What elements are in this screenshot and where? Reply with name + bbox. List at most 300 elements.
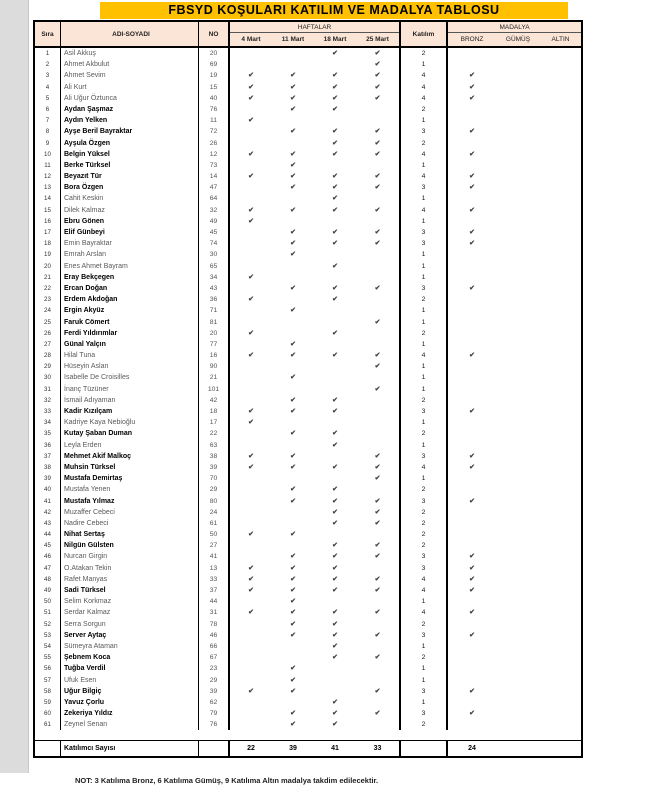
no-cell: 47 <box>199 182 230 193</box>
table-row <box>35 205 581 216</box>
no-cell: 37 <box>199 585 230 596</box>
week-4-check-cell <box>356 529 399 540</box>
silver-medal-cell <box>496 171 540 182</box>
katilim-cell: 1 <box>399 160 448 171</box>
silver-medal-cell <box>496 339 540 350</box>
rank-cell: 38 <box>35 462 61 473</box>
gold-medal-cell <box>540 104 581 115</box>
katilim-cell: 1 <box>399 249 448 260</box>
bronze-medal-icon: ✔ <box>469 687 475 695</box>
katilim-cell: 4 <box>399 205 448 216</box>
week-3-check-icon: ✔ <box>332 620 338 628</box>
silver-medal-cell <box>496 663 540 674</box>
week-3-check-icon: ✔ <box>332 396 338 404</box>
week-3-check-cell <box>314 249 356 260</box>
week-4-check-cell <box>356 440 399 451</box>
no-cell: 36 <box>199 294 230 305</box>
bronze-medal-cell <box>448 507 496 518</box>
bronze-medal-icon: ✔ <box>469 173 475 181</box>
bronze-medal-icon: ✔ <box>469 240 475 248</box>
bronze-medal-cell <box>448 261 496 272</box>
bronze-medal-cell <box>448 48 496 59</box>
no-cell: 90 <box>199 361 230 372</box>
week-4-check-cell <box>356 697 399 708</box>
no-cell: 43 <box>199 283 230 294</box>
week-2-check-icon: ✔ <box>290 620 296 628</box>
bronze-medal-cell <box>448 160 496 171</box>
week-1-check-icon: ✔ <box>248 94 254 102</box>
week-2-check-icon: ✔ <box>290 531 296 539</box>
column-header-bronze: BRONZ <box>460 36 484 43</box>
name-cell: Hüseyin Aslan <box>61 361 199 372</box>
rank-cell: 5 <box>35 93 61 104</box>
week-1-check-icon: ✔ <box>248 609 254 617</box>
week-2-check-cell <box>272 216 314 227</box>
silver-medal-cell <box>496 596 540 607</box>
table-row <box>35 82 581 93</box>
no-cell: 38 <box>199 451 230 462</box>
week-1-check-icon: ✔ <box>248 564 254 572</box>
table-row <box>35 104 581 115</box>
gold-medal-cell <box>540 138 581 149</box>
column-header-week-4: 25 Mart <box>366 36 389 43</box>
rank-cell: 8 <box>35 126 61 137</box>
week-1-check-icon: ✔ <box>248 206 254 214</box>
name-cell: Berke Türksel <box>61 160 199 171</box>
name-cell: Ahmet Akbulut <box>61 59 199 70</box>
katilim-cell: 1 <box>399 193 448 204</box>
week-2-check-cell <box>272 384 314 395</box>
totals-row <box>35 740 581 756</box>
week-1-check-icon: ✔ <box>248 687 254 695</box>
bronze-medal-cell <box>448 216 496 227</box>
no-cell: 29 <box>199 675 230 686</box>
silver-medal-cell <box>496 261 540 272</box>
week-3-check-cell <box>314 384 356 395</box>
gold-medal-cell <box>540 540 581 551</box>
bronze-medal-cell <box>448 104 496 115</box>
no-cell: 81 <box>199 317 230 328</box>
no-cell: 12 <box>199 149 230 160</box>
week-3-check-icon: ✔ <box>332 262 338 270</box>
bronze-medal-icon: ✔ <box>469 631 475 639</box>
silver-medal-cell <box>496 473 540 484</box>
week-4-check-icon: ✔ <box>374 173 381 181</box>
gold-medal-cell <box>540 93 581 104</box>
name-cell: Dilek Kalmaz <box>61 205 199 216</box>
week-4-check-cell <box>356 417 399 428</box>
week-2-check-icon: ✔ <box>290 497 296 505</box>
week-4-check-icon: ✔ <box>374 352 381 360</box>
week-3-check-cell <box>314 339 356 350</box>
rank-cell: 47 <box>35 563 61 574</box>
name-cell: Isabelle De Croisilles <box>61 372 199 383</box>
rank-cell: 18 <box>35 238 61 249</box>
gold-medal-cell <box>540 216 581 227</box>
week-1-check-cell <box>230 719 272 730</box>
name-cell: Ergin Akyüz <box>61 305 199 316</box>
silver-medal-cell <box>496 272 540 283</box>
table-row <box>35 607 581 618</box>
table-row <box>35 149 581 160</box>
week-3-check-cell <box>314 115 356 126</box>
table-row <box>35 372 581 383</box>
table-row <box>35 428 581 439</box>
week-4-check-icon: ✔ <box>374 72 381 80</box>
gold-medal-cell <box>540 48 581 59</box>
name-cell: Enes Ahmet Bayram <box>61 261 199 272</box>
name-cell: Emin Bayraktar <box>61 238 199 249</box>
katilim-cell: 3 <box>399 708 448 719</box>
rank-cell: 19 <box>35 249 61 260</box>
no-cell: 14 <box>199 171 230 182</box>
week-2-check-icon: ✔ <box>290 676 296 684</box>
silver-medal-cell <box>496 283 540 294</box>
rank-cell: 9 <box>35 138 61 149</box>
table-row <box>35 328 581 339</box>
name-cell: Belgin Yüksel <box>61 149 199 160</box>
name-cell: Cahit Keskin <box>61 193 199 204</box>
katilim-cell: 1 <box>399 59 448 70</box>
silver-medal-cell <box>496 294 540 305</box>
rank-cell: 51 <box>35 607 61 618</box>
week-4-check-cell <box>356 619 399 630</box>
week-4-check-cell <box>356 719 399 730</box>
week-1-check-cell <box>230 708 272 719</box>
rank-cell: 21 <box>35 272 61 283</box>
week-2-check-cell <box>272 328 314 339</box>
bronze-medal-cell <box>448 663 496 674</box>
bronze-medal-cell <box>448 540 496 551</box>
name-cell: Nilgün Gülsten <box>61 540 199 551</box>
rank-cell: 42 <box>35 507 61 518</box>
katilim-cell: 2 <box>399 138 448 149</box>
rank-cell: 10 <box>35 149 61 160</box>
spreadsheet-left-margin <box>0 0 29 773</box>
rank-cell: 25 <box>35 317 61 328</box>
week-1-check-icon: ✔ <box>248 575 254 583</box>
name-cell: Nurcan Girgin <box>61 551 199 562</box>
column-group-weeks: HAFTALAR <box>230 22 399 33</box>
name-cell: Ayşula Özgen <box>61 138 199 149</box>
table-row <box>35 216 581 227</box>
bronze-medal-cell <box>448 417 496 428</box>
totals-no-cell <box>199 741 230 756</box>
rank-cell: 23 <box>35 294 61 305</box>
week-3-check-cell <box>314 361 356 372</box>
gold-medal-cell <box>540 417 581 428</box>
week-4-check-icon: ✔ <box>374 363 381 371</box>
katilim-cell: 2 <box>399 518 448 529</box>
no-cell: 15 <box>199 82 230 93</box>
rank-cell: 2 <box>35 59 61 70</box>
rank-cell: 44 <box>35 529 61 540</box>
silver-medal-cell <box>496 630 540 641</box>
silver-medal-cell <box>496 305 540 316</box>
gold-medal-cell <box>540 686 581 697</box>
table-row <box>35 193 581 204</box>
week-1-check-cell <box>230 652 272 663</box>
week-1-check-cell <box>230 395 272 406</box>
bronze-medal-icon: ✔ <box>469 72 475 80</box>
no-cell: 44 <box>199 596 230 607</box>
totals-label: Katılımcı Sayısı <box>61 741 199 756</box>
week-2-check-cell <box>272 261 314 272</box>
gold-medal-cell <box>540 59 581 70</box>
week-1-check-cell <box>230 48 272 59</box>
week-3-check-icon: ✔ <box>332 463 338 471</box>
katilim-cell: 4 <box>399 70 448 81</box>
table-row <box>35 675 581 686</box>
rank-cell: 46 <box>35 551 61 562</box>
week-2-check-cell <box>272 507 314 518</box>
week-1-check-cell <box>230 361 272 372</box>
silver-medal-cell <box>496 496 540 507</box>
week-1-check-cell <box>230 473 272 484</box>
week-2-check-icon: ✔ <box>290 229 296 236</box>
no-cell: 22 <box>199 428 230 439</box>
gold-medal-cell <box>540 507 581 518</box>
column-group-medals: MADALYA <box>448 22 581 33</box>
table-row <box>35 160 581 171</box>
table-row <box>35 417 581 428</box>
week-2-check-icon: ✔ <box>290 587 296 594</box>
gold-medal-cell <box>540 294 581 305</box>
table-row <box>35 619 581 630</box>
gold-medal-cell <box>540 440 581 451</box>
table-row <box>35 395 581 406</box>
katilim-cell: 3 <box>399 551 448 562</box>
gold-medal-cell <box>540 585 581 596</box>
katilim-cell: 2 <box>399 529 448 540</box>
week-1-check-icon: ✔ <box>248 329 254 337</box>
week-2-check-icon: ✔ <box>290 206 296 214</box>
silver-medal-cell <box>496 719 540 730</box>
table-row <box>35 462 581 473</box>
table-row <box>35 227 581 238</box>
week-4-check-icon: ✔ <box>374 150 381 158</box>
week-1-check-cell <box>230 126 272 137</box>
table-row <box>35 451 581 462</box>
silver-medal-cell <box>496 551 540 562</box>
rank-cell: 48 <box>35 574 61 585</box>
bronze-medal-icon: ✔ <box>469 609 475 617</box>
name-cell: Ferdi Yıldırımlar <box>61 328 199 339</box>
no-cell: 20 <box>199 328 230 339</box>
no-cell: 70 <box>199 473 230 484</box>
week-3-check-icon: ✔ <box>332 284 338 292</box>
no-cell: 41 <box>199 551 230 562</box>
katilim-cell: 3 <box>399 630 448 641</box>
week-3-check-cell <box>314 417 356 428</box>
no-cell: 13 <box>199 563 230 574</box>
rank-cell: 12 <box>35 171 61 182</box>
week-2-check-cell <box>272 138 314 149</box>
week-3-check-icon: ✔ <box>332 587 338 594</box>
table-row <box>35 93 581 104</box>
week-3-check-icon: ✔ <box>332 654 338 662</box>
week-4-check-cell <box>356 484 399 495</box>
silver-medal-cell <box>496 507 540 518</box>
name-cell: Server Aytaç <box>61 630 199 641</box>
name-cell: Eray Bekçegen <box>61 272 199 283</box>
bronze-medal-cell <box>448 272 496 283</box>
week-1-check-cell <box>230 540 272 551</box>
katilim-cell: 4 <box>399 82 448 93</box>
week-4-check-cell <box>356 216 399 227</box>
week-4-check-cell <box>356 675 399 686</box>
table-row <box>35 507 581 518</box>
week-1-check-cell <box>230 261 272 272</box>
bronze-medal-cell <box>448 115 496 126</box>
silver-medal-cell <box>496 82 540 93</box>
week-3-check-icon: ✔ <box>332 408 338 415</box>
week-2-check-icon: ✔ <box>290 105 296 113</box>
week-2-check-cell <box>272 473 314 484</box>
week-1-check-cell <box>230 675 272 686</box>
name-cell: Ali Kurt <box>61 82 199 93</box>
week-1-check-icon: ✔ <box>248 217 254 225</box>
table-header <box>35 22 581 48</box>
week-2-check-icon: ✔ <box>290 609 296 617</box>
week-3-check-icon: ✔ <box>332 642 338 650</box>
silver-medal-cell <box>496 607 540 618</box>
week-3-check-cell <box>314 317 356 328</box>
table-row <box>35 440 581 451</box>
no-cell: 32 <box>199 205 230 216</box>
name-cell: Rafet Manyas <box>61 574 199 585</box>
no-cell: 72 <box>199 126 230 137</box>
column-header-week-3: 18 Mart <box>323 36 347 43</box>
name-cell: Muhsin Türksel <box>61 462 199 473</box>
table-row <box>35 70 581 81</box>
week-2-check-icon: ✔ <box>290 94 296 102</box>
week-4-check-cell <box>356 193 399 204</box>
table-row <box>35 719 581 730</box>
gold-medal-cell <box>540 719 581 730</box>
week-4-check-cell <box>356 104 399 115</box>
week-1-check-cell <box>230 440 272 451</box>
gold-medal-cell <box>540 630 581 641</box>
gold-medal-cell <box>540 563 581 574</box>
katilim-cell: 2 <box>399 48 448 59</box>
rank-cell: 3 <box>35 70 61 81</box>
table-row <box>35 182 581 193</box>
table-row <box>35 305 581 316</box>
bronze-medal-cell <box>448 473 496 484</box>
week-1-check-icon: ✔ <box>248 117 254 125</box>
week-1-check-icon: ✔ <box>248 173 254 181</box>
week-4-check-icon: ✔ <box>374 575 381 583</box>
silver-medal-cell <box>496 451 540 462</box>
bronze-medal-icon: ✔ <box>469 497 475 505</box>
silver-medal-cell <box>496 361 540 372</box>
name-cell: Kadriye Kaya Nebioğlu <box>61 417 199 428</box>
no-cell: 31 <box>199 607 230 618</box>
rank-cell: 50 <box>35 596 61 607</box>
week-3-check-icon: ✔ <box>332 184 338 192</box>
name-cell: Ahmet Sevim <box>61 70 199 81</box>
no-cell: 26 <box>199 138 230 149</box>
name-cell: Tuğba Verdil <box>61 663 199 674</box>
katilim-cell: 2 <box>399 294 448 305</box>
week-2-check-icon: ✔ <box>290 396 296 404</box>
no-cell: 18 <box>199 406 230 417</box>
week-1-check-cell <box>230 227 272 238</box>
week-3-check-icon: ✔ <box>332 83 338 91</box>
bronze-medal-cell <box>448 719 496 730</box>
week-3-check-icon: ✔ <box>332 128 338 136</box>
bronze-medal-icon: ✔ <box>469 229 475 236</box>
no-cell: 63 <box>199 440 230 451</box>
silver-medal-cell <box>496 93 540 104</box>
week-2-check-icon: ✔ <box>290 83 296 91</box>
week-2-check-cell <box>272 417 314 428</box>
week-4-check-cell <box>356 249 399 260</box>
week-4-check-icon: ✔ <box>374 553 381 561</box>
week-4-check-cell <box>356 641 399 652</box>
table-row <box>35 686 581 697</box>
week-4-check-icon: ✔ <box>374 94 381 102</box>
week-3-check-icon: ✔ <box>332 486 338 494</box>
rank-cell: 28 <box>35 350 61 361</box>
silver-medal-cell <box>496 328 540 339</box>
week-4-check-icon: ✔ <box>374 83 381 91</box>
week-3-check-icon: ✔ <box>332 564 338 572</box>
no-cell: 20 <box>199 48 230 59</box>
week-2-check-icon: ✔ <box>290 240 296 248</box>
no-cell: 71 <box>199 305 230 316</box>
no-cell: 62 <box>199 697 230 708</box>
katilim-cell: 3 <box>399 126 448 137</box>
name-cell: Mustafa Yenen <box>61 484 199 495</box>
week-1-check-cell <box>230 283 272 294</box>
table-row <box>35 473 581 484</box>
katilim-cell: 2 <box>399 428 448 439</box>
total-katilim-cell <box>399 741 448 756</box>
gold-medal-cell <box>540 372 581 383</box>
week-1-check-cell <box>230 428 272 439</box>
name-cell: Serra Sorgun <box>61 619 199 630</box>
katilim-cell: 4 <box>399 171 448 182</box>
no-cell: 23 <box>199 663 230 674</box>
rank-cell: 30 <box>35 372 61 383</box>
no-cell: 80 <box>199 496 230 507</box>
gold-medal-cell <box>540 205 581 216</box>
silver-medal-cell <box>496 417 540 428</box>
katilim-cell: 3 <box>399 227 448 238</box>
bronze-medal-icon: ✔ <box>469 284 475 292</box>
gold-medal-cell <box>540 82 581 93</box>
bronze-medal-icon: ✔ <box>469 184 475 192</box>
no-cell: 61 <box>199 518 230 529</box>
katilim-cell: 3 <box>399 238 448 249</box>
gold-medal-cell <box>540 473 581 484</box>
week-2-check-icon: ✔ <box>290 564 296 572</box>
gold-medal-cell <box>540 305 581 316</box>
page-title: FBSYD KOŞULARI KATILIM VE MADALYA TABLOSU <box>100 2 568 19</box>
week-2-check-icon: ✔ <box>290 553 296 561</box>
rank-cell: 37 <box>35 451 61 462</box>
gold-medal-cell <box>540 193 581 204</box>
katilim-cell: 2 <box>399 104 448 115</box>
bronze-medal-cell <box>448 440 496 451</box>
week-1-check-icon: ✔ <box>248 83 254 91</box>
gold-medal-cell <box>540 339 581 350</box>
table-row <box>35 317 581 328</box>
bronze-medal-icon: ✔ <box>469 463 475 471</box>
week-1-check-cell <box>230 496 272 507</box>
